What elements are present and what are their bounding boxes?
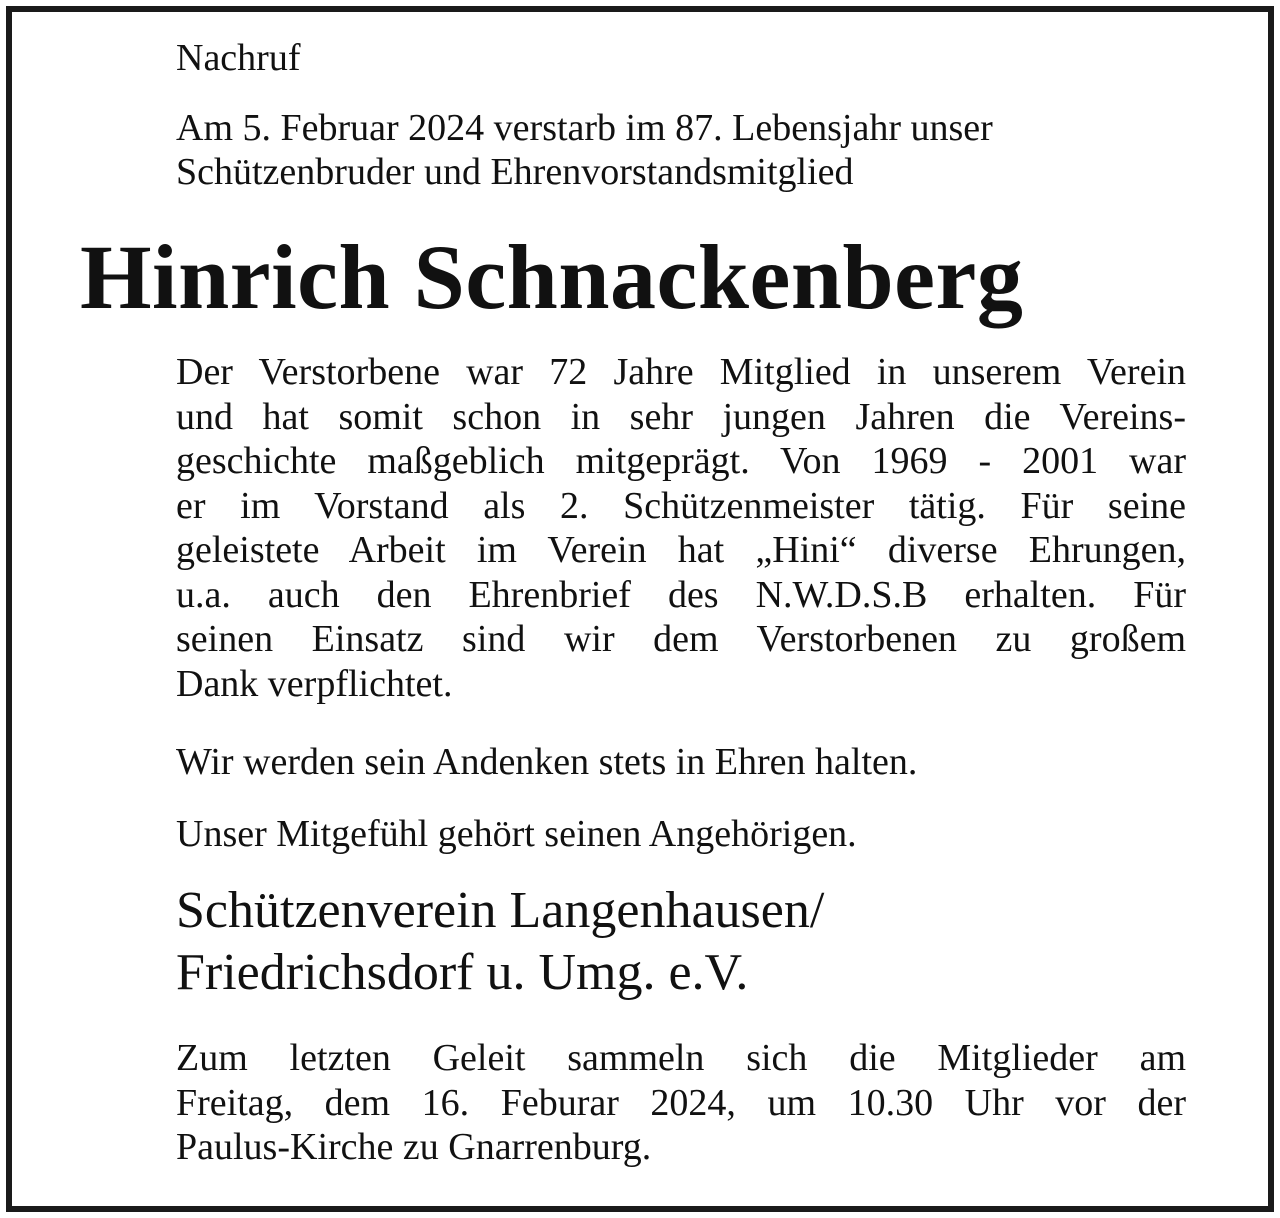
notice-header bbox=[176, 36, 1186, 194]
funeral-line: Zum letzten Geleit sammeln sich die Mitglieder am bbox=[176, 1037, 1186, 1079]
deceased-name: Hinrich Schnackenberg bbox=[80, 226, 1024, 328]
biography-line: u.a. auch den Ehrenbrief des N.W.D.S.B erhalten. Für bbox=[176, 573, 1186, 616]
notice-label: Nachruf bbox=[176, 37, 301, 79]
biography-line: er im Vorstand als 2. Schützenmeister tätig. Für seine bbox=[176, 484, 1186, 527]
funeral-info bbox=[176, 1036, 1186, 1170]
biography-line: geschichte maßgeblich mitgeprägt. Von 1969 - 2001 war bbox=[176, 440, 1186, 482]
intro-line: Schützenbruder und Ehrenvorstandsmitglied bbox=[176, 151, 854, 193]
funeral-line: Freitag, dem 16. Feburar 2024, um 10.30 Uhr vor der bbox=[176, 1081, 1186, 1124]
club-name-line: Friedrichsdorf u. Umg. e.V. bbox=[176, 944, 749, 1001]
remembrance-text: Wir werden sein Andenken stets in Ehren halten. bbox=[176, 741, 918, 783]
biography-line: Der Verstorbene war 72 Jahre Mitglied in unserem Verein bbox=[176, 351, 1186, 393]
club-name bbox=[176, 880, 1186, 1004]
sympathy-text: Unser Mitgefühl gehört seinen Angehörigen. bbox=[176, 813, 857, 855]
club-name-line: Schützenverein Langenhausen/ bbox=[176, 882, 825, 939]
intro-line: Am 5. Februar 2024 verstarb im 87. Lebensjahr unser bbox=[176, 107, 993, 149]
biography-text bbox=[176, 350, 1186, 706]
funeral-line: Paulus-Kirche zu Gnarrenburg. bbox=[176, 1126, 652, 1168]
biography-line: seinen Einsatz sind wir dem Verstorbenen zu großem bbox=[176, 618, 1186, 660]
biography-line: und hat somit schon in sehr jungen Jahren die Vereins- bbox=[176, 395, 1186, 438]
biography-line: geleistete Arbeit im Verein hat „Hini“ diverse Ehrungen, bbox=[176, 529, 1186, 571]
intro-text bbox=[176, 106, 1186, 194]
biography-line: Dank verpflichtet. bbox=[176, 662, 453, 705]
